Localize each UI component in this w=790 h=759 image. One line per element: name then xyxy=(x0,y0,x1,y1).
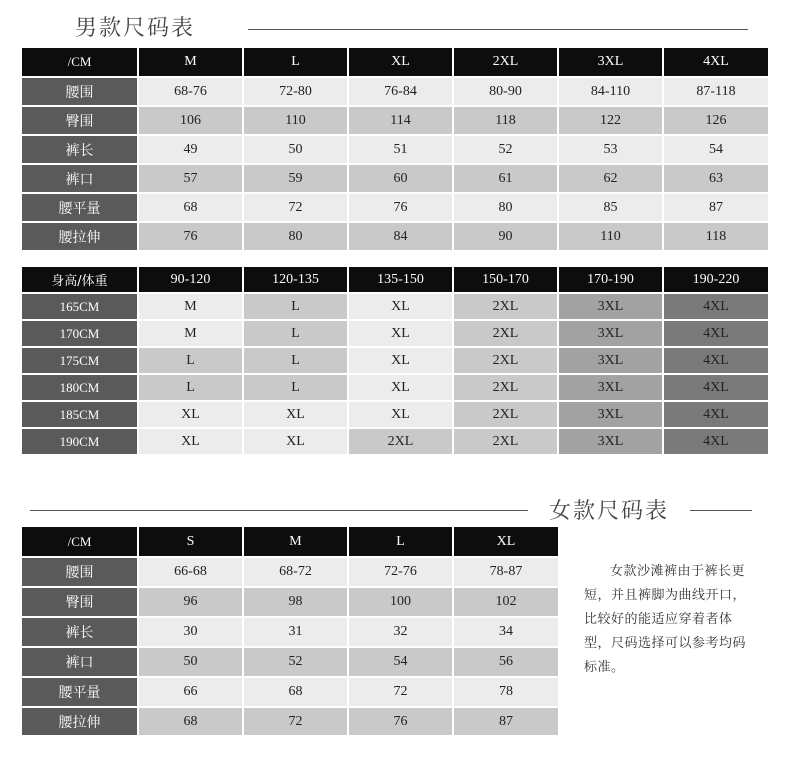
table-row xyxy=(22,293,768,320)
header-cell: 身高/体重 xyxy=(22,267,138,293)
table-row xyxy=(22,135,768,164)
table-cell: XL xyxy=(348,374,453,401)
table-cell: 51 xyxy=(348,135,453,164)
header-cell: XL xyxy=(453,527,558,557)
table-cell: L xyxy=(243,374,348,401)
title-divider xyxy=(690,510,752,511)
table-cell: 96 xyxy=(138,587,243,617)
women-size-chart-title: 女款尺码表 xyxy=(549,499,670,524)
table-cell: 31 xyxy=(243,617,348,647)
table-cell: 4XL xyxy=(663,374,768,401)
row-label: 170CM xyxy=(22,320,138,347)
table-cell: XL xyxy=(138,428,243,455)
women-size-note: 女款沙滩裤由于裤长更短，并且裤脚为曲线开口，比较好的能适应穿着者体型，尺码选择可以参考均码标准。 xyxy=(584,564,747,675)
title-divider xyxy=(30,510,528,511)
table-cell: 61 xyxy=(453,164,558,193)
table-cell: 84-110 xyxy=(558,77,663,106)
row-label: 腰拉伸 xyxy=(22,707,138,736)
row-label: 腰围 xyxy=(22,77,138,106)
table-cell: 62 xyxy=(558,164,663,193)
table-cell: 60 xyxy=(348,164,453,193)
row-label: 裤口 xyxy=(22,647,138,677)
header-cell: 3XL xyxy=(558,48,663,77)
table-cell: 76 xyxy=(138,222,243,251)
row-label: 185CM xyxy=(22,401,138,428)
table-cell: XL xyxy=(348,320,453,347)
men-size-chart-title: 男款尺码表 xyxy=(75,16,196,41)
row-label: 裤长 xyxy=(22,617,138,647)
table-row xyxy=(22,428,768,455)
row-label: 腰平量 xyxy=(22,193,138,222)
table-row xyxy=(22,347,768,374)
table-cell: 126 xyxy=(663,106,768,135)
table-cell: 3XL xyxy=(558,401,663,428)
table-cell: 54 xyxy=(348,647,453,677)
table-cell: 68 xyxy=(243,677,348,707)
table-cell: 76 xyxy=(348,193,453,222)
table-cell: 68-76 xyxy=(138,77,243,106)
table-cell: XL xyxy=(348,293,453,320)
table-cell: 85 xyxy=(558,193,663,222)
table-cell: 98 xyxy=(243,587,348,617)
table-cell: XL xyxy=(348,401,453,428)
table-cell: 84 xyxy=(348,222,453,251)
table-cell: 110 xyxy=(558,222,663,251)
header-cell: L xyxy=(243,48,348,77)
table-cell: L xyxy=(243,320,348,347)
table-row xyxy=(22,707,558,736)
table-cell: 72-80 xyxy=(243,77,348,106)
table-cell: 3XL xyxy=(558,428,663,455)
table-cell: 2XL xyxy=(453,401,558,428)
table-cell: 4XL xyxy=(663,320,768,347)
table-cell: 30 xyxy=(138,617,243,647)
table-row xyxy=(22,557,558,587)
header-cell: 120-135 xyxy=(243,267,348,293)
table-cell: 78-87 xyxy=(453,557,558,587)
table-cell: 80 xyxy=(453,193,558,222)
table-row xyxy=(22,320,768,347)
table-cell: 76-84 xyxy=(348,77,453,106)
table-cell: 4XL xyxy=(663,347,768,374)
table-cell: 78 xyxy=(453,677,558,707)
table-cell: 50 xyxy=(138,647,243,677)
table-cell: 68-72 xyxy=(243,557,348,587)
table-cell: 34 xyxy=(453,617,558,647)
row-label: 臀围 xyxy=(22,587,138,617)
table-row xyxy=(22,164,768,193)
table-cell: 49 xyxy=(138,135,243,164)
table-cell: 3XL xyxy=(558,374,663,401)
row-label: 裤长 xyxy=(22,135,138,164)
row-label: 180CM xyxy=(22,374,138,401)
header-cell: S xyxy=(138,527,243,557)
table-cell: 2XL xyxy=(348,428,453,455)
table-row xyxy=(22,106,768,135)
table-cell: 122 xyxy=(558,106,663,135)
table-cell: 102 xyxy=(453,587,558,617)
table-cell: 72 xyxy=(243,707,348,736)
table-cell: 90 xyxy=(453,222,558,251)
header-cell: 190-220 xyxy=(663,267,768,293)
table-row xyxy=(22,677,558,707)
header-cell: 90-120 xyxy=(138,267,243,293)
table-row xyxy=(22,222,768,251)
row-label: 175CM xyxy=(22,347,138,374)
table-cell: 66 xyxy=(138,677,243,707)
table-cell: XL xyxy=(348,347,453,374)
table-cell: 2XL xyxy=(453,320,558,347)
table-cell: 2XL xyxy=(453,374,558,401)
table-cell: 72-76 xyxy=(348,557,453,587)
table-cell: 2XL xyxy=(453,293,558,320)
header-cell: /CM xyxy=(22,48,138,77)
header-cell: 2XL xyxy=(453,48,558,77)
table-row xyxy=(22,617,558,647)
table-cell: XL xyxy=(138,401,243,428)
table-header-row xyxy=(22,48,768,77)
title-divider xyxy=(248,29,748,30)
table-cell: 3XL xyxy=(558,293,663,320)
table-cell: L xyxy=(138,374,243,401)
table-cell: XL xyxy=(243,401,348,428)
table-cell: 87-118 xyxy=(663,77,768,106)
table-cell: M xyxy=(138,293,243,320)
table-cell: 52 xyxy=(243,647,348,677)
men-measure-table xyxy=(22,48,768,252)
table-cell: 118 xyxy=(453,106,558,135)
table-cell: L xyxy=(243,293,348,320)
table-row xyxy=(22,374,768,401)
table-cell: L xyxy=(138,347,243,374)
header-cell: M xyxy=(138,48,243,77)
table-cell: 56 xyxy=(453,647,558,677)
table-cell: 63 xyxy=(663,164,768,193)
table-cell: 72 xyxy=(348,677,453,707)
table-cell: 87 xyxy=(663,193,768,222)
row-label: 165CM xyxy=(22,293,138,320)
table-cell: 66-68 xyxy=(138,557,243,587)
row-label: 腰拉伸 xyxy=(22,222,138,251)
table-cell: 68 xyxy=(138,707,243,736)
header-cell: 170-190 xyxy=(558,267,663,293)
header-cell: L xyxy=(348,527,453,557)
table-cell: 54 xyxy=(663,135,768,164)
table-row xyxy=(22,77,768,106)
men-height-weight-table xyxy=(22,267,768,456)
table-row xyxy=(22,193,768,222)
table-cell: 57 xyxy=(138,164,243,193)
row-label: 腰围 xyxy=(22,557,138,587)
row-label: 裤口 xyxy=(22,164,138,193)
table-cell: 110 xyxy=(243,106,348,135)
header-cell: XL xyxy=(348,48,453,77)
table-row xyxy=(22,401,768,428)
table-cell: 50 xyxy=(243,135,348,164)
table-cell: 59 xyxy=(243,164,348,193)
table-cell: 2XL xyxy=(453,428,558,455)
table-cell: 72 xyxy=(243,193,348,222)
header-cell: 135-150 xyxy=(348,267,453,293)
table-cell: 32 xyxy=(348,617,453,647)
header-cell: M xyxy=(243,527,348,557)
table-cell: 2XL xyxy=(453,347,558,374)
row-label: 190CM xyxy=(22,428,138,455)
row-label: 臀围 xyxy=(22,106,138,135)
table-cell: 68 xyxy=(138,193,243,222)
table-cell: 80 xyxy=(243,222,348,251)
header-cell: 150-170 xyxy=(453,267,558,293)
table-row xyxy=(22,587,558,617)
table-cell: 80-90 xyxy=(453,77,558,106)
header-cell: 4XL xyxy=(663,48,768,77)
table-cell: XL xyxy=(243,428,348,455)
table-cell: 53 xyxy=(558,135,663,164)
table-cell: 3XL xyxy=(558,320,663,347)
table-cell: 4XL xyxy=(663,428,768,455)
table-cell: 3XL xyxy=(558,347,663,374)
table-cell: 76 xyxy=(348,707,453,736)
table-row xyxy=(22,647,558,677)
header-cell: /CM xyxy=(22,527,138,557)
table-cell: 114 xyxy=(348,106,453,135)
table-cell: 52 xyxy=(453,135,558,164)
table-cell: 118 xyxy=(663,222,768,251)
table-cell: 100 xyxy=(348,587,453,617)
table-cell: 4XL xyxy=(663,401,768,428)
table-cell: 4XL xyxy=(663,293,768,320)
table-header-row xyxy=(22,527,558,557)
row-label: 腰平量 xyxy=(22,677,138,707)
table-cell: 87 xyxy=(453,707,558,736)
table-header-row xyxy=(22,267,768,293)
table-cell: M xyxy=(138,320,243,347)
table-cell: 106 xyxy=(138,106,243,135)
women-measure-table xyxy=(22,527,558,737)
table-cell: L xyxy=(243,347,348,374)
